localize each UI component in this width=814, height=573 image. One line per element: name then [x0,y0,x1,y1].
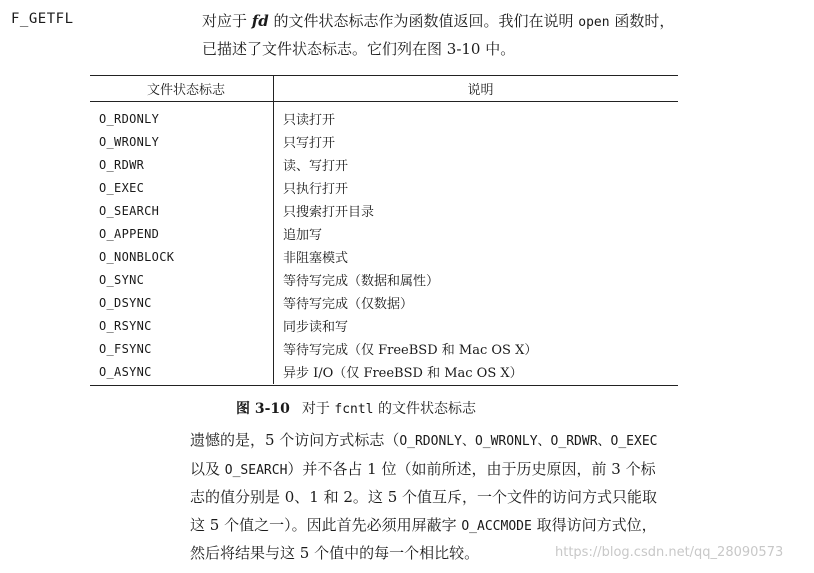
definition-term: F_GETFL [11,11,74,27]
description-cell: 等待写完成（仅 FreeBSD 和 Mac OS X） [283,343,538,358]
description-cell: 等待写完成（仅数据） [283,297,414,312]
table-header-row [90,76,678,102]
flag-cell: O_SEARCH [99,203,160,218]
body-line-4 [190,512,810,541]
flag-cell: O_SYNC [99,272,145,287]
description-cell: 读、写打开 [283,159,349,174]
flag-cell: O_DSYNC [99,295,152,310]
table-header-description: 说明 [467,83,494,98]
body-text: 以及 [190,459,225,478]
table-column-divider [273,75,274,384]
flag-cell: O_RDWR [99,157,145,172]
body-code: O_SEARCH [224,462,288,478]
table-row [90,268,678,291]
flag-cell: O_APPEND [99,226,160,241]
table-row [90,245,678,268]
watermark-url: https://blog.csdn.net/qq_28090573 [555,545,784,560]
intro-text: 函数时， [609,12,675,30]
description-cell: 只执行打开 [283,182,349,197]
body-line-5: 然后将结果与这 5 个值中的每一个相比较。 [190,544,480,562]
description-cell: 同步读和写 [283,320,349,335]
intro-line-1 [202,8,802,36]
table-row [90,337,678,360]
description-cell: 只搜索打开目录 [283,205,375,220]
table-row [90,360,678,383]
table-row [90,176,678,199]
table-row [90,222,678,245]
intro-open-code: open [578,15,610,30]
flag-cell: O_ASYNC [99,364,152,379]
table-row [90,153,678,176]
flag-cell: O_NONBLOCK [99,249,175,264]
caption-code: fcntl [334,402,374,417]
intro-text: 对应于 [202,12,252,30]
body-text: 这 5 个值之一）。因此首先必须用屏蔽字 [190,515,462,534]
description-cell: 非阻塞模式 [283,251,349,266]
body-line-1 [190,427,810,456]
table-row [90,130,678,153]
body-text: 取得访问方式位， [531,515,657,534]
table-row [90,107,678,130]
table-row [90,291,678,314]
intro-paragraph [202,8,802,63]
caption-text: 的文件状态标志 [373,401,476,417]
flag-cell: O_EXEC [99,180,145,195]
intro-line-2: 已描述了文件状态标志。它们列在图 3-10 中。 [202,40,516,58]
body-text: ）并不各占 1 位（如前所述，由于历史原因，前 3 个标 [287,459,656,478]
body-text: 遗憾的是，5 个访问方式标志（ [190,431,400,449]
description-cell: 异步 I/O（仅 FreeBSD 和 Mac OS X） [283,366,523,381]
table-body [90,102,678,385]
table-header-flag: 文件状态标志 [146,83,225,98]
description-cell: 只写打开 [283,136,336,151]
description-cell: 只读打开 [283,113,336,128]
figure-caption [236,398,476,418]
file-status-flags-table [90,75,678,386]
intro-text: 的文件状态标志作为函数值返回。我们在说明 [268,12,579,30]
flag-cell: O_FSYNC [99,341,152,356]
body-code: O_ACCMODE [461,518,532,534]
body-code: O_RDONLY、O_WRONLY、O_RDWR、O_EXEC [399,434,658,449]
table-row [90,199,678,222]
flag-cell: O_RSYNC [99,318,152,333]
flag-cell: O_WRONLY [99,134,160,149]
table-row [90,314,678,337]
description-cell: 等待写完成（数据和属性） [283,274,440,289]
figure-number: 图 3-10 [236,401,290,417]
body-line-3: 志的值分别是 0、1 和 2。这 5 个值互斥，一个文件的访问方式只能取 [190,488,658,506]
flag-cell: O_RDONLY [99,111,160,126]
caption-text: 对于 [301,401,335,417]
body-line-2 [190,456,810,485]
intro-fd-term: fd [251,12,269,30]
description-cell: 追加写 [283,228,323,243]
